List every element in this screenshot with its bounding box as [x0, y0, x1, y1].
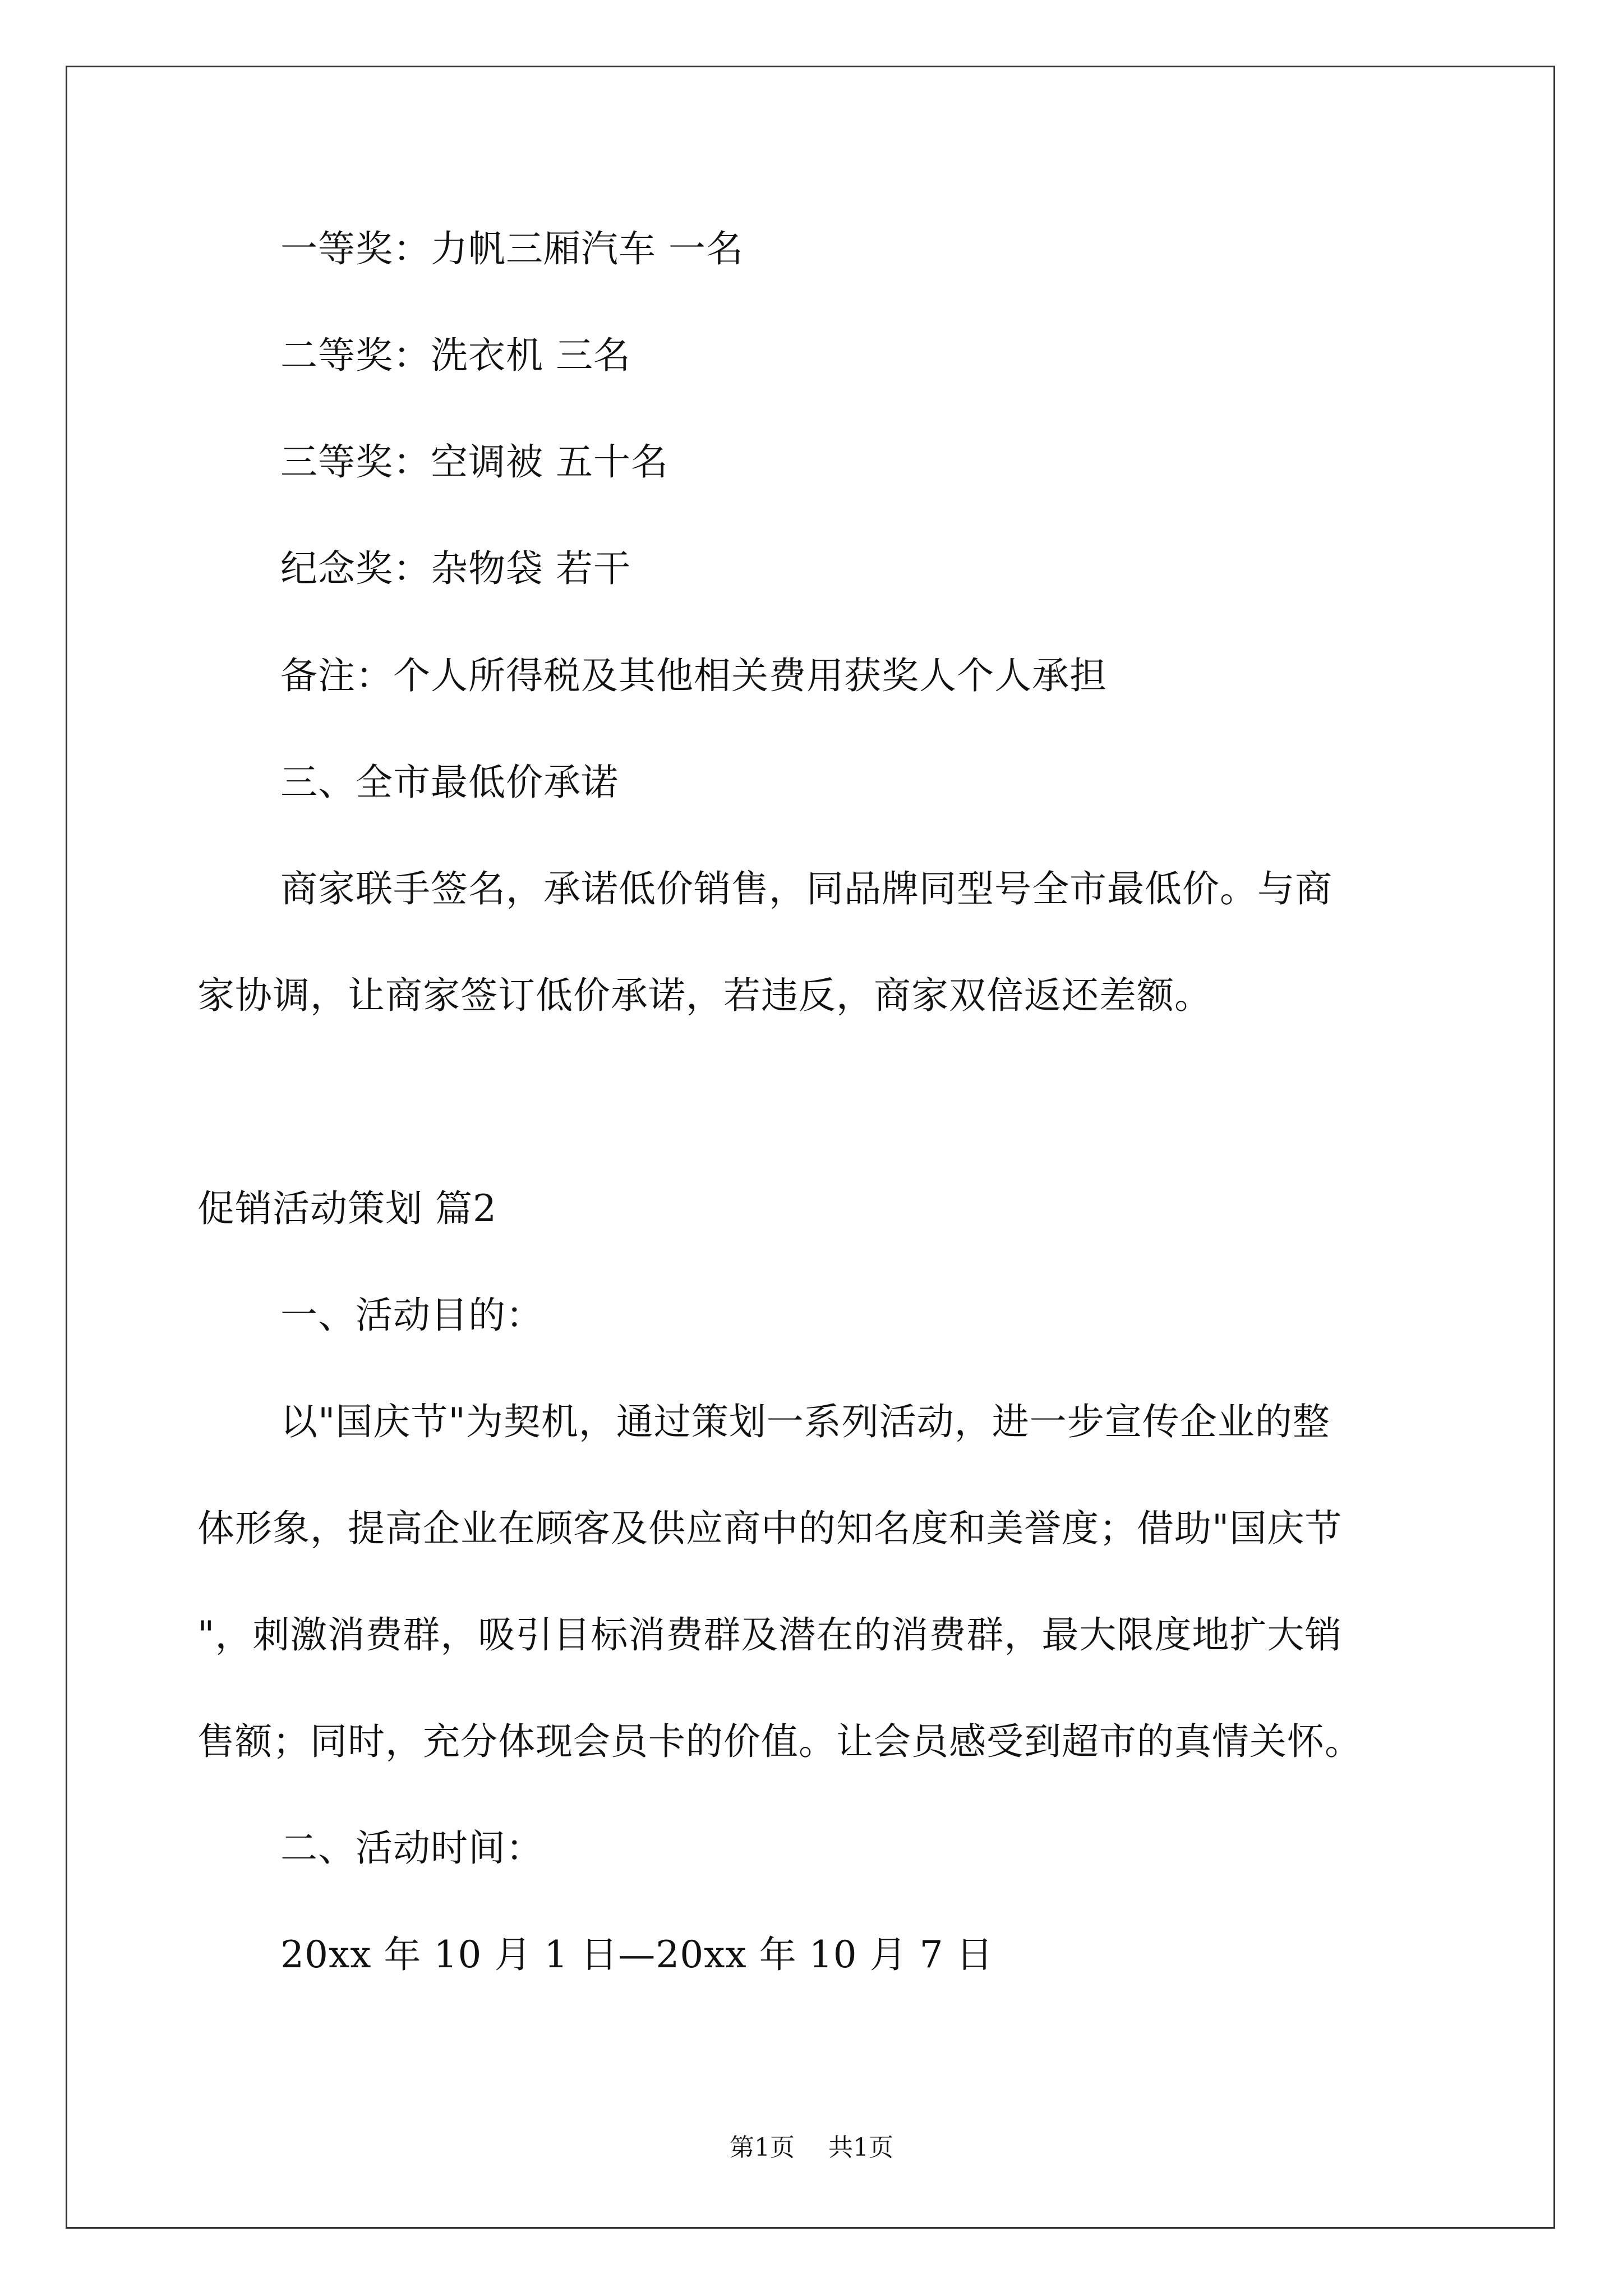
section-heading-lowest-price: 三、全市最低价承诺: [280, 761, 619, 804]
section-heading-time: 二、活动时间：: [280, 1826, 543, 1870]
prize-second: 二等奖：洗衣机 三名: [280, 334, 631, 377]
paragraph-line: 售额；同时，充分体现会员卡的价值。让会员感受到超市的真情关怀。: [197, 1720, 1362, 1763]
prize-note: 备注：个人所得税及其他相关费用获奖人个人承担: [280, 654, 1107, 697]
section-heading-purpose: 一、活动目的：: [280, 1294, 543, 1337]
paragraph-line: 家协调，让商家签订低价承诺，若违反，商家双倍返还差额。: [197, 974, 1212, 1017]
prize-souvenir: 纪念奖：杂物袋 若干: [280, 547, 631, 590]
paragraph-line: "，刺激消费群，吸引目标消费群及潜在的消费群，最大限度地扩大销: [197, 1613, 1343, 1657]
page-total: 共1页: [828, 2133, 893, 2162]
activity-date-range: 20xx 年 10 月 1 日—20xx 年 10 月 7 日: [280, 1933, 994, 1976]
paragraph-line: 商家联手签名，承诺低价销售，同品牌同型号全市最低价。与商: [280, 867, 1332, 910]
paragraph-line: 体形象，提高企业在顾客及供应商中的知名度和美誉度；借助"国庆节: [197, 1507, 1343, 1550]
page-footer: [0, 2133, 1623, 2163]
prize-first: 一等奖：力帆三厢汽车 一名: [280, 227, 744, 270]
prize-third: 三等奖：空调被 五十名: [280, 440, 668, 484]
article-title: 促销活动策划 篇2: [197, 1187, 497, 1230]
paragraph-line: 以"国庆节"为契机，通过策划一系列活动，进一步宣传企业的整: [280, 1400, 1330, 1443]
page-number: 第1页: [730, 2133, 795, 2162]
page-border: [66, 66, 1555, 2229]
